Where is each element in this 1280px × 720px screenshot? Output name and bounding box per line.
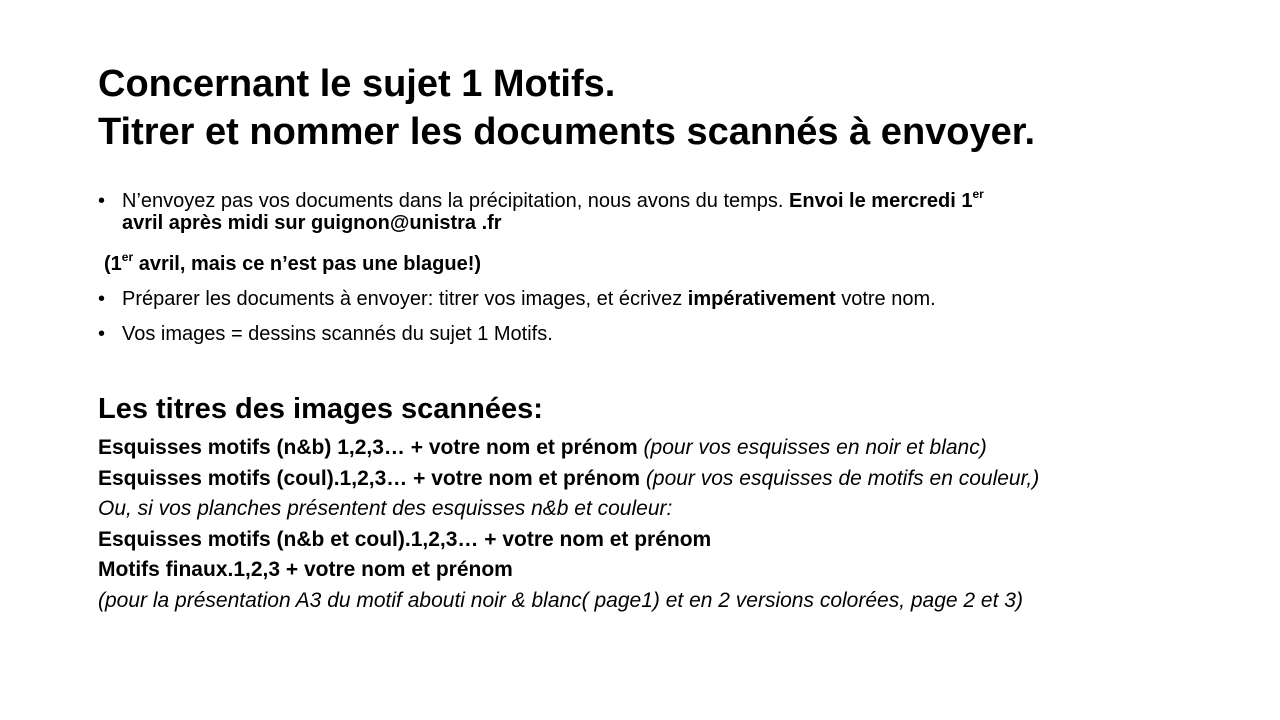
bullet-dot-icon: • <box>98 323 106 345</box>
bullet-item-send <box>98 187 1218 234</box>
line-sketches-bw <box>98 434 1248 465</box>
line-final-motifs <box>98 556 1248 587</box>
bullet-dot-icon: • <box>98 190 106 212</box>
line-presentation-note-italic: (pour la présentation A3 du motif abouti noir & blanc( page1) et en 2 versions colorées, page 2 et 3) <box>98 588 1023 612</box>
bullet-list-bottom <box>98 287 1218 357</box>
bullet-item-prepare <box>98 287 1218 311</box>
line-final-motifs-bold: Motifs finaux.1,2,3 + votre nom et prénom <box>98 558 513 581</box>
title-examples <box>98 434 1248 617</box>
prepare-text-bold: impérativement <box>687 288 836 310</box>
note-part-a: (1 <box>104 253 122 275</box>
title-line-1: Concernant le sujet 1 Motifs. <box>98 63 616 105</box>
prepare-text-a: Préparer les documents à envoyer: titrer vos images, et écrivez <box>122 288 688 310</box>
title-line-2: Titrer et nommer les documents scannés à envoyer. <box>98 111 1036 153</box>
images-text: Vos images = dessins scannés du sujet 1 Motifs. <box>122 323 553 345</box>
note-part-b: avril, mais ce n’est pas une blague!) <box>133 253 482 275</box>
line-presentation-note <box>98 587 1248 618</box>
line-sketches-mixed <box>98 526 1248 557</box>
prepare-text-b: votre nom. <box>835 288 936 310</box>
section-subheading: Les titres des images scannées: <box>98 393 543 425</box>
bullet-send-bold: Envoi le mercredi 1 <box>789 190 973 212</box>
note-april-first <box>104 251 481 277</box>
line-or-note-italic: Ou, si vos planches présentent des esquisses n&b et couleur: <box>98 497 673 520</box>
bullet-dot-icon: • <box>98 288 106 310</box>
line-or-note <box>98 495 1248 526</box>
line-sketches-mixed-bold: Esquisses motifs (n&b et coul).1,2,3… + votre nom et prénom <box>98 527 712 551</box>
line-sketches-bw-bold: Esquisses motifs (n&b) 1,2,3… + votre nom et prénom <box>98 436 638 459</box>
line-sketches-bw-italic: (pour vos esquisses en noir et blanc) <box>637 436 987 459</box>
bullet-send-text: N’envoyez pas vos documents dans la précipitation, nous avons du temps. <box>122 190 790 212</box>
line-sketches-color <box>98 465 1248 496</box>
slide-title <box>98 60 1248 156</box>
bullet-send-email: avril après midi sur guignon@unistra .fr <box>122 212 502 234</box>
line-sketches-color-italic: (pour vos esquisses de motifs en couleur,) <box>640 466 1040 490</box>
note-superscript: er <box>121 250 134 264</box>
bullet-list-top <box>98 187 1218 244</box>
superscript-er: er <box>972 187 984 201</box>
bullet-item-images <box>98 322 1218 346</box>
line-sketches-color-bold: Esquisses motifs (coul).1,2,3… + votre nom et prénom <box>98 466 641 490</box>
